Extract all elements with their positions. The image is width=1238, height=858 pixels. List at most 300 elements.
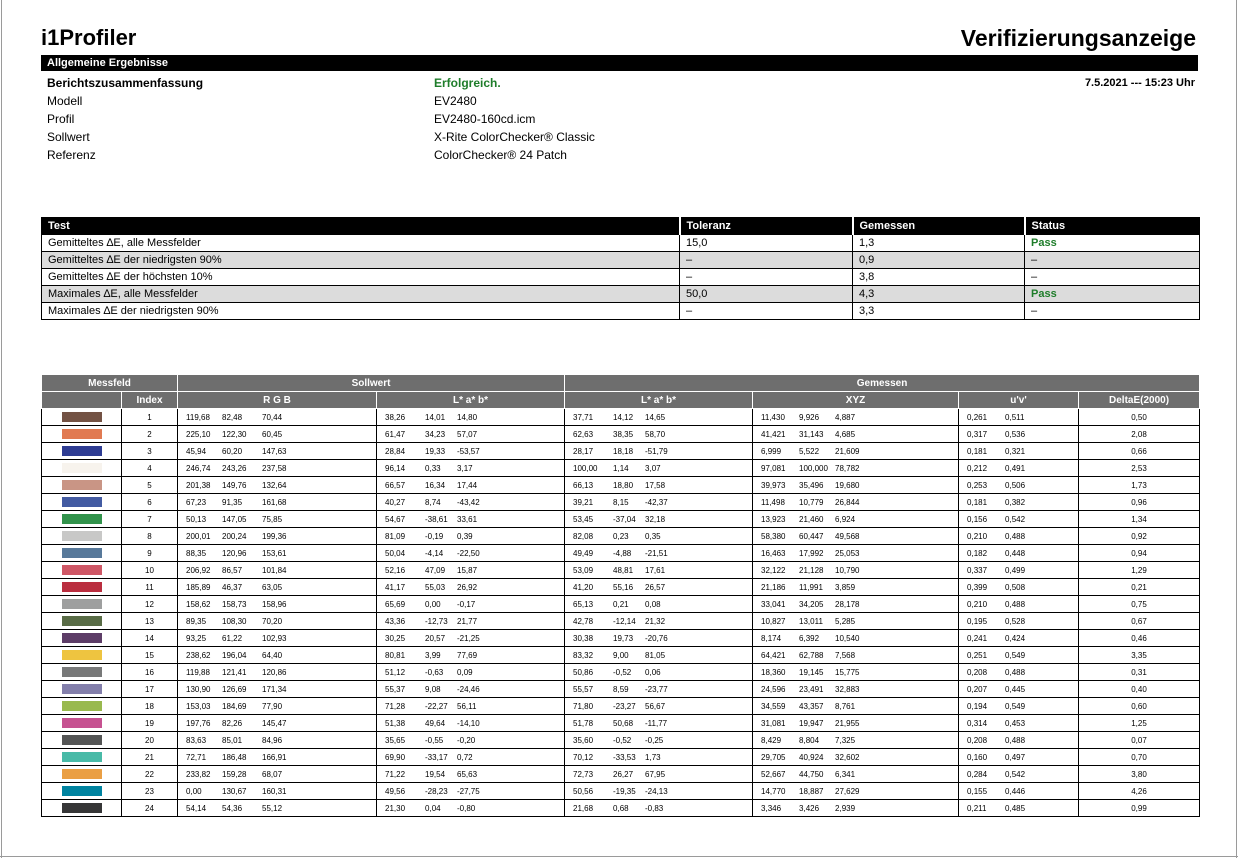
target-rgb-value: 91,35 bbox=[222, 497, 243, 507]
target-rgb-value: 153,03 bbox=[186, 701, 211, 711]
target-lab bbox=[377, 681, 565, 698]
test-measured: 3,3 bbox=[853, 303, 1025, 320]
measured-xyz bbox=[753, 647, 959, 664]
measured-xyz-value: 64,421 bbox=[761, 650, 786, 660]
measured-uv-value: 0,399 bbox=[967, 582, 988, 592]
measurement-row bbox=[42, 698, 1200, 715]
measurement-row bbox=[42, 460, 1200, 477]
summary-row-profile bbox=[47, 110, 1197, 128]
target-rgb-value: 238,62 bbox=[186, 650, 211, 660]
patch-swatch bbox=[62, 803, 102, 813]
measurement-row bbox=[42, 477, 1200, 494]
measured-xyz-value: 33,041 bbox=[761, 599, 786, 609]
measured-xyz-value: 35,496 bbox=[799, 480, 824, 490]
target-lab bbox=[377, 766, 565, 783]
measured-xyz-value: 40,924 bbox=[799, 752, 824, 762]
measured-uv bbox=[959, 783, 1079, 800]
measured-uv-value: 0,528 bbox=[1005, 616, 1026, 626]
target-lab bbox=[377, 443, 565, 460]
target-rgb-value: 54,14 bbox=[186, 803, 207, 813]
measured-uv-value: 0,212 bbox=[967, 463, 988, 473]
measured-uv bbox=[959, 443, 1079, 460]
patch-swatch-cell bbox=[42, 494, 122, 511]
target-rgb-value: 108,30 bbox=[222, 616, 247, 626]
measurement-row bbox=[42, 426, 1200, 443]
measured-lab bbox=[565, 613, 753, 630]
measured-uv-value: 0,542 bbox=[1005, 514, 1026, 524]
target-lab-value: 52,16 bbox=[385, 565, 406, 575]
measured-xyz-value: 29,705 bbox=[761, 752, 786, 762]
measured-xyz-value: 8,174 bbox=[761, 633, 782, 643]
delta-e: 4,26 bbox=[1079, 783, 1200, 800]
target-lab-value: 35,65 bbox=[385, 735, 406, 745]
measured-uv-value: 0,549 bbox=[1005, 701, 1026, 711]
measured-uv-value: 0,497 bbox=[1005, 752, 1026, 762]
target-lab-value: 80,81 bbox=[385, 650, 406, 660]
target-rgb-value: 61,22 bbox=[222, 633, 243, 643]
measured-xyz-value: 4,685 bbox=[835, 429, 856, 439]
measured-lab-value: 53,09 bbox=[573, 565, 594, 575]
measurement-row bbox=[42, 409, 1200, 426]
patch-swatch-cell bbox=[42, 630, 122, 647]
measured-xyz-value: 6,924 bbox=[835, 514, 856, 524]
target-lab-value: 0,04 bbox=[425, 803, 441, 813]
test-status: Pass bbox=[1025, 235, 1200, 252]
target-lab bbox=[377, 715, 565, 732]
measurement-sub-header bbox=[42, 392, 1200, 409]
target-lab-value: -4,14 bbox=[425, 548, 444, 558]
measured-xyz bbox=[753, 511, 959, 528]
patch-index: 8 bbox=[122, 528, 178, 545]
measured-lab bbox=[565, 715, 753, 732]
target-lab bbox=[377, 477, 565, 494]
measured-uv bbox=[959, 426, 1079, 443]
patch-swatch bbox=[62, 497, 102, 507]
patch-swatch-cell bbox=[42, 460, 122, 477]
target-lab bbox=[377, 783, 565, 800]
patch-swatch bbox=[62, 701, 102, 711]
target-rgb-value: 158,62 bbox=[186, 599, 211, 609]
patch-swatch bbox=[62, 531, 102, 541]
measurement-row bbox=[42, 681, 1200, 698]
target-lab-value: 56,11 bbox=[457, 701, 477, 711]
measured-uv bbox=[959, 511, 1079, 528]
target-lab-value: 81,09 bbox=[385, 531, 406, 541]
patch-index: 22 bbox=[122, 766, 178, 783]
measured-xyz-value: 24,596 bbox=[761, 684, 786, 694]
measured-xyz-value: 32,122 bbox=[761, 565, 786, 575]
measured-lab-value: 14,65 bbox=[645, 412, 666, 422]
test-measured: 1,3 bbox=[853, 235, 1025, 252]
measured-xyz bbox=[753, 749, 959, 766]
patch-index: 10 bbox=[122, 562, 178, 579]
measured-xyz bbox=[753, 800, 959, 817]
target-lab-value: 0,72 bbox=[457, 752, 473, 762]
patch-swatch-cell bbox=[42, 613, 122, 630]
model-value: EV2480 bbox=[434, 94, 477, 108]
measured-xyz-value: 31,081 bbox=[761, 718, 786, 728]
target-rgb-value: 197,76 bbox=[186, 718, 211, 728]
test-tolerance: – bbox=[680, 303, 853, 320]
summary-block bbox=[47, 74, 1197, 164]
measured-xyz-value: 6,392 bbox=[799, 633, 820, 643]
measurement-table bbox=[41, 374, 1200, 817]
target-rgb-value: 120,86 bbox=[262, 667, 287, 677]
test-name: Gemitteltes ∆E der niedrigsten 90% bbox=[42, 252, 680, 269]
target-rgb-value: 0,00 bbox=[186, 786, 202, 796]
patch-swatch bbox=[62, 786, 102, 796]
target-lab-value: 65,69 bbox=[385, 599, 406, 609]
target-rgb bbox=[178, 715, 377, 732]
measured-lab bbox=[565, 681, 753, 698]
patch-swatch-cell bbox=[42, 715, 122, 732]
target-rgb bbox=[178, 698, 377, 715]
test-measured: 0,9 bbox=[853, 252, 1025, 269]
measured-lab-value: 0,35 bbox=[645, 531, 661, 541]
measured-xyz-value: 34,559 bbox=[761, 701, 786, 711]
target-rgb-value: 200,01 bbox=[186, 531, 211, 541]
measured-lab bbox=[565, 494, 753, 511]
target-rgb-value: 184,69 bbox=[222, 701, 247, 711]
header-swatch bbox=[42, 392, 122, 409]
target-rgb-value: 75,85 bbox=[262, 514, 283, 524]
measured-uv-value: 0,181 bbox=[967, 497, 988, 507]
patch-swatch-cell bbox=[42, 545, 122, 562]
measured-lab-value: 21,68 bbox=[573, 803, 594, 813]
measured-uv-value: 0,382 bbox=[1005, 497, 1026, 507]
patch-swatch bbox=[62, 752, 102, 762]
measured-lab-value: -23,27 bbox=[613, 701, 636, 711]
measured-lab-value: 0,68 bbox=[613, 803, 629, 813]
summary-row-reference bbox=[47, 146, 1197, 164]
target-rgb-value: 246,74 bbox=[186, 463, 211, 473]
measured-lab-value: 1,73 bbox=[645, 752, 661, 762]
target-lab-value: 61,47 bbox=[385, 429, 406, 439]
patch-swatch-cell bbox=[42, 698, 122, 715]
measured-lab bbox=[565, 766, 753, 783]
header-lab-measured: L* a* b* bbox=[565, 392, 753, 409]
measurement-row bbox=[42, 528, 1200, 545]
measured-uv bbox=[959, 613, 1079, 630]
measured-xyz bbox=[753, 409, 959, 426]
measured-uv-value: 0,536 bbox=[1005, 429, 1026, 439]
measured-xyz bbox=[753, 664, 959, 681]
measured-xyz bbox=[753, 783, 959, 800]
measured-lab bbox=[565, 800, 753, 817]
measured-lab bbox=[565, 409, 753, 426]
measured-xyz-value: 18,360 bbox=[761, 667, 786, 677]
measured-lab-value: -4,88 bbox=[613, 548, 632, 558]
measured-uv bbox=[959, 766, 1079, 783]
target-rgb-value: 45,94 bbox=[186, 446, 207, 456]
patch-index: 19 bbox=[122, 715, 178, 732]
measured-uv-value: 0,511 bbox=[1005, 412, 1025, 422]
measured-xyz-value: 18,887 bbox=[799, 786, 824, 796]
measured-lab-value: 51,78 bbox=[573, 718, 594, 728]
target-lab-value: 3,99 bbox=[425, 650, 441, 660]
target-rgb-value: 60,45 bbox=[262, 429, 283, 439]
target-rgb bbox=[178, 766, 377, 783]
measurement-row bbox=[42, 783, 1200, 800]
measurement-row bbox=[42, 732, 1200, 749]
measured-lab-value: -0,52 bbox=[613, 667, 632, 677]
measured-uv bbox=[959, 800, 1079, 817]
target-rgb-value: 60,20 bbox=[222, 446, 243, 456]
measured-lab-value: -0,25 bbox=[645, 735, 664, 745]
test-status: – bbox=[1025, 269, 1200, 286]
measured-uv-value: 0,160 bbox=[967, 752, 988, 762]
patch-index: 16 bbox=[122, 664, 178, 681]
measured-xyz-value: 9,926 bbox=[799, 412, 820, 422]
target-rgb bbox=[178, 647, 377, 664]
target-lab bbox=[377, 800, 565, 817]
patch-index: 7 bbox=[122, 511, 178, 528]
target-lab-value: 77,69 bbox=[457, 650, 478, 660]
patch-swatch-cell bbox=[42, 443, 122, 460]
measured-lab-value: 32,18 bbox=[645, 514, 666, 524]
patch-index: 15 bbox=[122, 647, 178, 664]
measured-uv-value: 0,488 bbox=[1005, 531, 1026, 541]
measured-lab-value: 50,56 bbox=[573, 786, 594, 796]
target-rgb-value: 64,40 bbox=[262, 650, 283, 660]
target-rgb-value: 82,48 bbox=[222, 412, 243, 422]
delta-e: 2,08 bbox=[1079, 426, 1200, 443]
test-row bbox=[42, 303, 1200, 320]
header-gemessen: Gemessen bbox=[565, 375, 1200, 392]
model-label: Modell bbox=[47, 94, 83, 108]
delta-e: 2,53 bbox=[1079, 460, 1200, 477]
measured-uv-value: 0,195 bbox=[967, 616, 988, 626]
target-rgb bbox=[178, 579, 377, 596]
measured-xyz bbox=[753, 545, 959, 562]
target-lab-value: 51,38 bbox=[385, 718, 406, 728]
measured-xyz-value: 5,285 bbox=[835, 616, 856, 626]
target-lab-value: -53,57 bbox=[457, 446, 480, 456]
measured-lab bbox=[565, 426, 753, 443]
measured-uv-value: 0,485 bbox=[1005, 803, 1026, 813]
measured-xyz bbox=[753, 426, 959, 443]
target-rgb bbox=[178, 528, 377, 545]
delta-e: 0,70 bbox=[1079, 749, 1200, 766]
target-lab-value: 20,57 bbox=[425, 633, 446, 643]
measured-lab-value: 55,57 bbox=[573, 684, 594, 694]
measured-xyz-value: 8,804 bbox=[799, 735, 820, 745]
measured-xyz-value: 100,000 bbox=[799, 463, 828, 473]
target-rgb-value: 63,05 bbox=[262, 582, 283, 592]
patch-swatch-cell bbox=[42, 783, 122, 800]
target-rgb-value: 50,13 bbox=[186, 514, 207, 524]
measured-lab-value: 56,67 bbox=[645, 701, 666, 711]
test-row bbox=[42, 286, 1200, 303]
target-lab-value: 30,25 bbox=[385, 633, 406, 643]
measured-lab-value: 19,73 bbox=[613, 633, 634, 643]
measured-xyz-value: 11,498 bbox=[761, 497, 785, 507]
measured-lab-value: 58,70 bbox=[645, 429, 666, 439]
measured-lab-value: 0,08 bbox=[645, 599, 661, 609]
measured-xyz-value: 15,775 bbox=[835, 667, 860, 677]
measured-uv bbox=[959, 732, 1079, 749]
measured-lab-value: 83,32 bbox=[573, 650, 594, 660]
target-lab-value: 65,63 bbox=[457, 769, 478, 779]
target-lab-value: 17,44 bbox=[457, 480, 478, 490]
measurement-row bbox=[42, 579, 1200, 596]
header-status: Status bbox=[1025, 218, 1200, 235]
target-lab bbox=[377, 613, 565, 630]
measurement-row bbox=[42, 545, 1200, 562]
measured-uv-value: 0,499 bbox=[1005, 565, 1026, 575]
measurement-row bbox=[42, 494, 1200, 511]
target-lab-value: 0,09 bbox=[457, 667, 473, 677]
patch-swatch bbox=[62, 429, 102, 439]
measured-xyz-value: 49,568 bbox=[835, 531, 860, 541]
target-lab-value: -0,80 bbox=[457, 803, 476, 813]
target-lab-value: 28,84 bbox=[385, 446, 406, 456]
measured-xyz-value: 19,680 bbox=[835, 480, 860, 490]
measured-xyz-value: 3,426 bbox=[799, 803, 820, 813]
measurement-table-body bbox=[42, 409, 1200, 817]
test-name: Maximales ∆E der niedrigsten 90% bbox=[42, 303, 680, 320]
measured-lab-value: 1,14 bbox=[613, 463, 629, 473]
measured-lab-value: -42,37 bbox=[645, 497, 668, 507]
target-lab-value: 21,77 bbox=[457, 616, 478, 626]
target-lab-value: 3,17 bbox=[457, 463, 473, 473]
measured-xyz bbox=[753, 715, 959, 732]
target-lab bbox=[377, 511, 565, 528]
measured-lab-value: 8,59 bbox=[613, 684, 629, 694]
measured-lab bbox=[565, 749, 753, 766]
measured-xyz-value: 8,761 bbox=[835, 701, 856, 711]
target-lab bbox=[377, 426, 565, 443]
patch-swatch-cell bbox=[42, 681, 122, 698]
measured-xyz bbox=[753, 528, 959, 545]
target-rgb bbox=[178, 800, 377, 817]
patch-swatch bbox=[62, 446, 102, 456]
measured-lab-value: 17,61 bbox=[645, 565, 666, 575]
patch-swatch bbox=[62, 633, 102, 643]
target-rgb-value: 126,69 bbox=[222, 684, 247, 694]
target-lab-value: 47,09 bbox=[425, 565, 446, 575]
target-lab-value: 19,54 bbox=[425, 769, 446, 779]
measured-uv bbox=[959, 749, 1079, 766]
measured-uv-value: 0,210 bbox=[967, 599, 988, 609]
measured-xyz-value: 21,460 bbox=[799, 514, 824, 524]
target-lab bbox=[377, 732, 565, 749]
measured-uv bbox=[959, 409, 1079, 426]
measurement-row bbox=[42, 596, 1200, 613]
target-lab-value: 49,64 bbox=[425, 718, 446, 728]
measured-uv-value: 0,208 bbox=[967, 735, 988, 745]
measured-lab bbox=[565, 630, 753, 647]
target-lab-value: -22,50 bbox=[457, 548, 480, 558]
target-rgb-value: 46,37 bbox=[222, 582, 243, 592]
measured-xyz-value: 8,429 bbox=[761, 735, 782, 745]
target-rgb-value: 67,23 bbox=[186, 497, 207, 507]
target-lab-value: 43,36 bbox=[385, 616, 406, 626]
target-lab-value: -43,42 bbox=[457, 497, 480, 507]
target-rgb-value: 147,05 bbox=[222, 514, 247, 524]
measured-xyz-value: 28,178 bbox=[835, 599, 860, 609]
patch-index: 20 bbox=[122, 732, 178, 749]
measured-lab-value: 30,38 bbox=[573, 633, 594, 643]
test-tolerance: 15,0 bbox=[680, 235, 853, 252]
delta-e: 0,96 bbox=[1079, 494, 1200, 511]
target-rgb bbox=[178, 477, 377, 494]
measured-lab-value: 35,60 bbox=[573, 735, 594, 745]
target-lab-value: -14,10 bbox=[457, 718, 480, 728]
measured-xyz bbox=[753, 766, 959, 783]
measured-lab-value: 26,57 bbox=[645, 582, 666, 592]
summary-row-report bbox=[47, 74, 1197, 92]
measured-uv bbox=[959, 596, 1079, 613]
patch-swatch-cell bbox=[42, 511, 122, 528]
delta-e: 0,46 bbox=[1079, 630, 1200, 647]
target-lab-value: 8,74 bbox=[425, 497, 441, 507]
target-rgb-value: 166,91 bbox=[262, 752, 287, 762]
target-rgb bbox=[178, 613, 377, 630]
measured-lab-value: 55,16 bbox=[613, 582, 634, 592]
measured-lab-value: 0,21 bbox=[613, 599, 629, 609]
measured-uv-value: 0,241 bbox=[967, 633, 988, 643]
measured-lab bbox=[565, 443, 753, 460]
patch-swatch-cell bbox=[42, 732, 122, 749]
patch-swatch bbox=[62, 735, 102, 745]
measured-xyz-value: 11,991 bbox=[799, 582, 823, 592]
measured-xyz-value: 10,540 bbox=[835, 633, 860, 643]
measured-uv-value: 0,542 bbox=[1005, 769, 1026, 779]
delta-e: 3,80 bbox=[1079, 766, 1200, 783]
target-lab bbox=[377, 579, 565, 596]
target-rgb bbox=[178, 783, 377, 800]
delta-e: 0,07 bbox=[1079, 732, 1200, 749]
measured-lab-value: 50,86 bbox=[573, 667, 594, 677]
measured-lab-value: 28,17 bbox=[573, 446, 594, 456]
measured-xyz-value: 21,128 bbox=[799, 565, 824, 575]
patch-index: 12 bbox=[122, 596, 178, 613]
patch-swatch bbox=[62, 769, 102, 779]
measured-lab-value: 48,81 bbox=[613, 565, 634, 575]
measured-xyz-value: 19,145 bbox=[799, 667, 824, 677]
target-lab bbox=[377, 664, 565, 681]
measured-uv-value: 0,194 bbox=[967, 701, 988, 711]
target-lab-value: 51,12 bbox=[385, 667, 406, 677]
target-lab-value: -38,61 bbox=[425, 514, 448, 524]
measured-xyz-value: 5,522 bbox=[799, 446, 820, 456]
measured-xyz-value: 78,782 bbox=[835, 463, 860, 473]
target-rgb bbox=[178, 511, 377, 528]
target-rgb bbox=[178, 426, 377, 443]
measured-uv-value: 0,488 bbox=[1005, 599, 1026, 609]
measured-lab bbox=[565, 562, 753, 579]
profile-label: Profil bbox=[47, 112, 75, 126]
measured-lab-value: 65,13 bbox=[573, 599, 594, 609]
measurement-row bbox=[42, 613, 1200, 630]
patch-swatch-cell bbox=[42, 800, 122, 817]
header-delta-e: DeltaE(2000) bbox=[1079, 392, 1200, 409]
target-lab-value: 34,23 bbox=[425, 429, 446, 439]
test-measured: 4,3 bbox=[853, 286, 1025, 303]
measured-uv bbox=[959, 647, 1079, 664]
reference-label: Referenz bbox=[47, 148, 96, 162]
measured-lab-value: -24,13 bbox=[645, 786, 668, 796]
target-rgb bbox=[178, 664, 377, 681]
measured-xyz-value: 32,883 bbox=[835, 684, 860, 694]
target-rgb-value: 132,64 bbox=[262, 480, 287, 490]
measured-xyz bbox=[753, 613, 959, 630]
measured-xyz-value: 10,790 bbox=[835, 565, 860, 575]
measured-lab-value: -21,51 bbox=[645, 548, 668, 558]
test-status: – bbox=[1025, 252, 1200, 269]
target-rgb-value: 54,36 bbox=[222, 803, 243, 813]
